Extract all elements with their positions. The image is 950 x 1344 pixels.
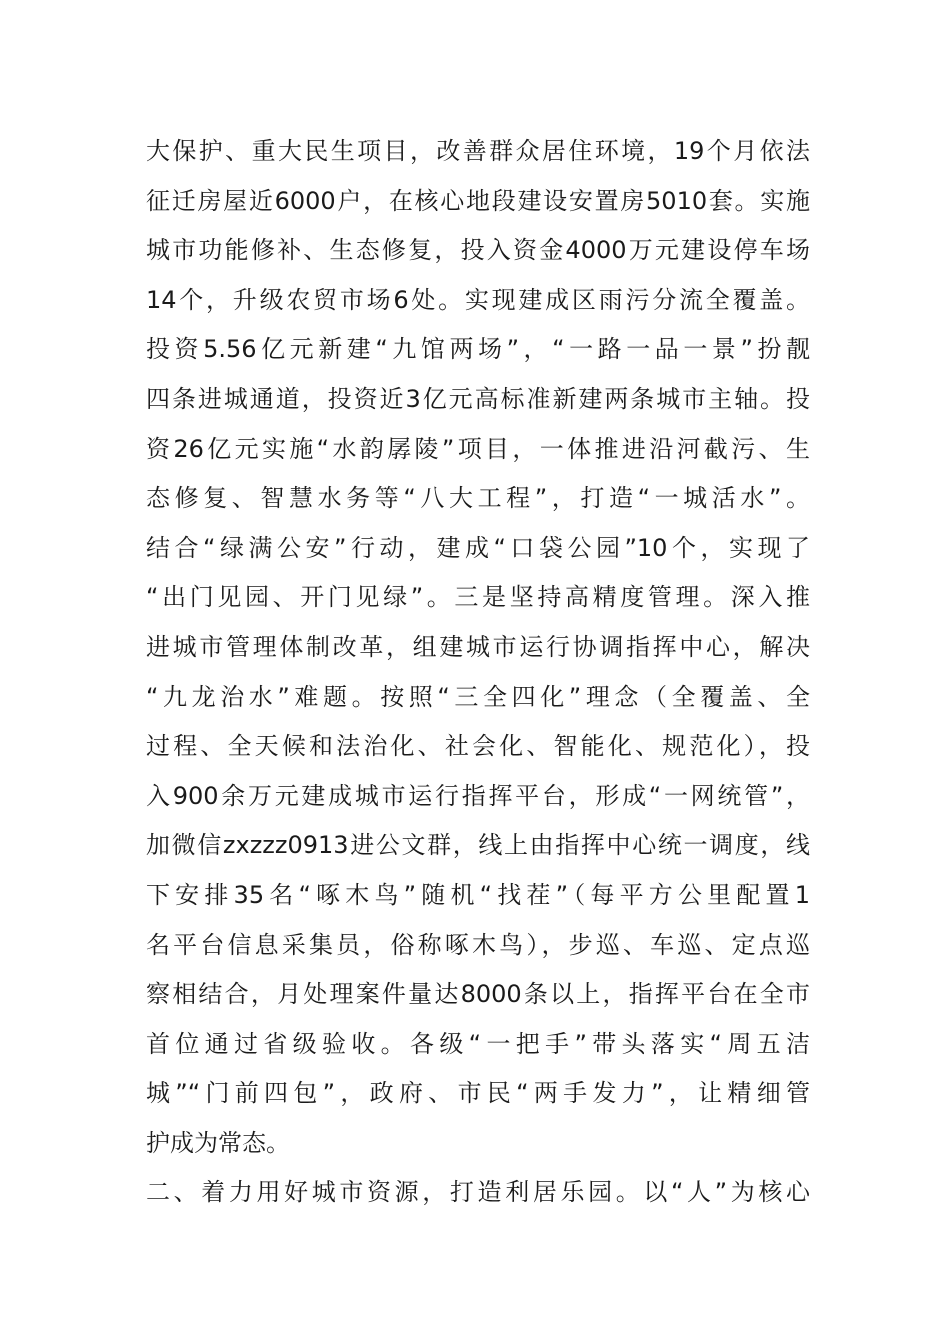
text-line: 进城市管理体制改革，组建城市运行协调指挥中心，解决: [146, 632, 810, 661]
text-line: 察相结合，月处理案件量达8000条以上，指挥平台在全市: [146, 980, 810, 1009]
text-line: 入900余万元建成城市运行指挥平台，形成“一网统管”，: [146, 781, 810, 810]
text-line: 城”“门前四包”，政府、市民“两手发力”，让精细管: [146, 1079, 810, 1108]
paragraph-city-management: [146, 127, 810, 1168]
text-line: 14个，升级农贸市场6处。实现建成区雨污分流全覆盖。: [146, 285, 810, 314]
document-body: [146, 127, 810, 1218]
text-line: 加微信zxzzz0913进公文群，线上由指挥中心统一调度，线: [146, 831, 810, 860]
paragraph-section-two: [146, 1168, 810, 1218]
text-line: “出门见园、开门见绿”。三是坚持高精度管理。深入推: [146, 583, 810, 612]
text-line: 过程、全天候和法治化、社会化、智能化、规范化），投: [146, 732, 810, 761]
text-line: 态修复、智慧水务等“八大工程”，打造“一城活水”。: [146, 484, 810, 513]
text-line: 名平台信息采集员，俗称啄木鸟），步巡、车巡、定点巡: [146, 930, 810, 959]
text-line: 征迁房屋近6000户，在核心地段建设安置房5010套。实施: [146, 186, 810, 215]
text-line: 结合“绿满公安”行动，建成“口袋公园”10个，实现了: [146, 533, 810, 562]
text-line: 四条进城通道，投资近3亿元高标准新建两条城市主轴。投: [146, 384, 810, 413]
text-line: “九龙治水”难题。按照“三全四化”理念（全覆盖、全: [146, 682, 810, 711]
text-line: 城市功能修补、生态修复，投入资金4000万元建设停车场: [146, 236, 810, 265]
section-heading-line: 二、着力用好城市资源，打造利居乐园。以“人”为核心: [146, 1178, 810, 1207]
text-line: 护成为常态。: [146, 1128, 290, 1157]
text-line: 资26亿元实施“水韵孱陵”项目，一体推进沿河截污、生: [146, 434, 810, 463]
text-line: 首位通过省级验收。各级“一把手”带头落实“周五洁: [146, 1029, 810, 1058]
text-line: 投资5.56亿元新建“九馆两场”，“一路一品一景”扮靓: [146, 335, 810, 364]
text-line: 大保护、重大民生项目，改善群众居住环境，19个月依法: [146, 137, 810, 165]
text-line: 下安排35名“啄木鸟”随机“找茬”（每平方公里配置1: [146, 880, 810, 909]
